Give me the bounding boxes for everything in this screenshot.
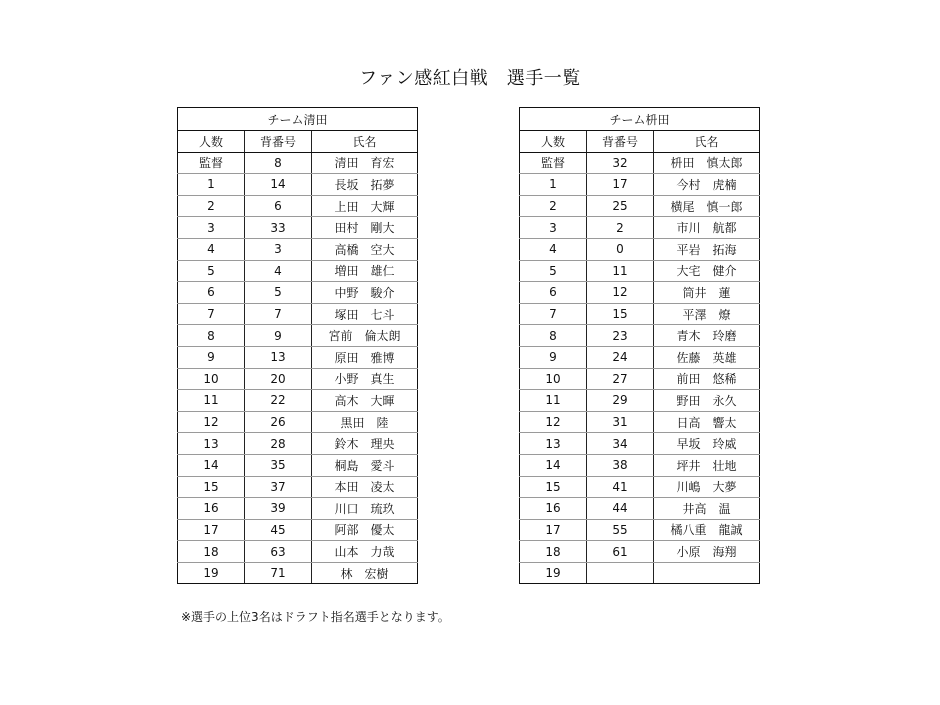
cell-number: 18 — [178, 541, 245, 563]
table-row — [178, 498, 418, 520]
cell-jersey: 5 — [245, 282, 312, 304]
table-row — [520, 174, 760, 196]
cell-jersey — [587, 562, 654, 584]
table-row — [178, 562, 418, 584]
cell-player-name: 早坂 玲威 — [654, 433, 760, 455]
table-row — [520, 541, 760, 563]
cell-player-name: 本田 凌太 — [312, 476, 418, 498]
cell-jersey: 32 — [587, 152, 654, 174]
cell-jersey: 3 — [245, 238, 312, 260]
cell-number: 16 — [178, 498, 245, 520]
cell-player-name: 田村 剛大 — [312, 217, 418, 239]
cell-jersey: 27 — [587, 368, 654, 390]
cell-jersey: 31 — [587, 411, 654, 433]
cell-jersey: 14 — [245, 174, 312, 196]
cell-jersey: 4 — [245, 260, 312, 282]
table-row — [178, 282, 418, 304]
cell-number: 11 — [520, 390, 587, 412]
cell-jersey: 55 — [587, 519, 654, 541]
cell-jersey: 35 — [245, 454, 312, 476]
cell-number: 3 — [520, 217, 587, 239]
cell-number: 6 — [178, 282, 245, 304]
cell-number: 3 — [178, 217, 245, 239]
cell-number: 17 — [178, 519, 245, 541]
team-name: チーム枡田 — [520, 108, 760, 131]
cell-number: 15 — [178, 476, 245, 498]
cell-jersey: 8 — [245, 152, 312, 174]
cell-player-name: 枡田 慎太郎 — [654, 152, 760, 174]
cell-number: 1 — [520, 174, 587, 196]
cell-jersey: 44 — [587, 498, 654, 520]
table-row — [520, 152, 760, 174]
cell-number: 12 — [178, 411, 245, 433]
cell-player-name — [654, 562, 760, 584]
column-header-name: 氏名 — [312, 131, 418, 153]
cell-jersey: 25 — [587, 195, 654, 217]
cell-number: 19 — [178, 562, 245, 584]
cell-jersey: 71 — [245, 562, 312, 584]
table-row — [520, 411, 760, 433]
cell-number: 12 — [520, 411, 587, 433]
cell-jersey: 23 — [587, 325, 654, 347]
column-header-number: 人数 — [520, 131, 587, 153]
cell-player-name: 高木 大暉 — [312, 390, 418, 412]
table-row — [178, 346, 418, 368]
table-row — [178, 476, 418, 498]
cell-jersey: 61 — [587, 541, 654, 563]
cell-number: 18 — [520, 541, 587, 563]
cell-number: 5 — [520, 260, 587, 282]
cell-player-name: 平岩 拓海 — [654, 238, 760, 260]
table-row — [520, 325, 760, 347]
cell-number: 2 — [520, 195, 587, 217]
table-row — [178, 217, 418, 239]
cell-number: 監督 — [520, 152, 587, 174]
cell-jersey: 41 — [587, 476, 654, 498]
table-row — [178, 541, 418, 563]
table-row — [520, 238, 760, 260]
column-header-name: 氏名 — [654, 131, 760, 153]
cell-jersey: 26 — [245, 411, 312, 433]
cell-number: 17 — [520, 519, 587, 541]
team-roster-body — [178, 152, 418, 584]
cell-player-name: 橘八重 龍誠 — [654, 519, 760, 541]
table-row — [520, 260, 760, 282]
cell-player-name: 佐藤 英雄 — [654, 346, 760, 368]
cell-jersey: 33 — [245, 217, 312, 239]
cell-player-name: 阿部 優太 — [312, 519, 418, 541]
cell-number: 11 — [178, 390, 245, 412]
cell-number: 15 — [520, 476, 587, 498]
cell-jersey: 37 — [245, 476, 312, 498]
cell-player-name: 日高 響太 — [654, 411, 760, 433]
cell-player-name: 今村 虎楠 — [654, 174, 760, 196]
table-row — [520, 476, 760, 498]
table-row — [178, 325, 418, 347]
cell-player-name: 大宅 健介 — [654, 260, 760, 282]
table-row — [178, 238, 418, 260]
cell-number: 監督 — [178, 152, 245, 174]
cell-number: 10 — [520, 368, 587, 390]
cell-number: 7 — [520, 303, 587, 325]
cell-player-name: 横尾 慎一郎 — [654, 195, 760, 217]
page-title: ファン感紅白戦 選手一覧 — [359, 68, 581, 89]
team-table-masuda — [519, 107, 760, 584]
cell-jersey: 29 — [587, 390, 654, 412]
cell-number: 14 — [178, 454, 245, 476]
cell-number: 1 — [178, 174, 245, 196]
cell-player-name: 筒井 蓮 — [654, 282, 760, 304]
cell-number: 13 — [178, 433, 245, 455]
cell-player-name: 平澤 燎 — [654, 303, 760, 325]
cell-player-name: 宮前 倫太朗 — [312, 325, 418, 347]
footnote: ※選手の上位3名はドラフト指名選手となります。 — [181, 610, 450, 624]
cell-number: 19 — [520, 562, 587, 584]
cell-player-name: 川嶋 大夢 — [654, 476, 760, 498]
table-row — [178, 433, 418, 455]
cell-number: 6 — [520, 282, 587, 304]
cell-jersey: 63 — [245, 541, 312, 563]
cell-number: 8 — [520, 325, 587, 347]
team-roster-body — [520, 152, 760, 584]
cell-player-name: 原田 雅博 — [312, 346, 418, 368]
cell-jersey: 2 — [587, 217, 654, 239]
cell-player-name: 山本 力哉 — [312, 541, 418, 563]
cell-number: 9 — [178, 346, 245, 368]
cell-player-name: 塚田 七斗 — [312, 303, 418, 325]
cell-number: 8 — [178, 325, 245, 347]
cell-number: 10 — [178, 368, 245, 390]
table-row — [520, 217, 760, 239]
table-row — [178, 303, 418, 325]
cell-jersey: 12 — [587, 282, 654, 304]
cell-jersey: 45 — [245, 519, 312, 541]
cell-player-name: 井高 温 — [654, 498, 760, 520]
cell-number: 14 — [520, 454, 587, 476]
table-row — [178, 260, 418, 282]
cell-player-name: 長坂 拓夢 — [312, 174, 418, 196]
cell-number: 9 — [520, 346, 587, 368]
cell-jersey: 13 — [245, 346, 312, 368]
cell-jersey: 34 — [587, 433, 654, 455]
cell-player-name: 小野 真生 — [312, 368, 418, 390]
cell-player-name: 上田 大輝 — [312, 195, 418, 217]
cell-number: 4 — [520, 238, 587, 260]
cell-number: 7 — [178, 303, 245, 325]
table-row — [178, 174, 418, 196]
table-row — [520, 390, 760, 412]
column-header-jersey: 背番号 — [245, 131, 312, 153]
table-row — [520, 368, 760, 390]
table-row — [178, 519, 418, 541]
cell-jersey: 28 — [245, 433, 312, 455]
table-row — [520, 562, 760, 584]
cell-player-name: 野田 永久 — [654, 390, 760, 412]
cell-player-name: 桐島 愛斗 — [312, 454, 418, 476]
cell-jersey: 24 — [587, 346, 654, 368]
table-row — [178, 390, 418, 412]
column-header-jersey: 背番号 — [587, 131, 654, 153]
cell-player-name: 増田 雄仁 — [312, 260, 418, 282]
cell-jersey: 15 — [587, 303, 654, 325]
table-row — [520, 498, 760, 520]
table-row — [520, 433, 760, 455]
cell-player-name: 川口 琉玖 — [312, 498, 418, 520]
table-row — [520, 303, 760, 325]
cell-player-name: 市川 航都 — [654, 217, 760, 239]
cell-jersey: 9 — [245, 325, 312, 347]
cell-number: 16 — [520, 498, 587, 520]
cell-player-name: 鈴木 理央 — [312, 433, 418, 455]
cell-jersey: 11 — [587, 260, 654, 282]
cell-player-name: 小原 海翔 — [654, 541, 760, 563]
cell-number: 2 — [178, 195, 245, 217]
cell-player-name: 青木 玲磨 — [654, 325, 760, 347]
cell-player-name: 林 宏樹 — [312, 562, 418, 584]
cell-player-name: 中野 駿介 — [312, 282, 418, 304]
cell-jersey: 20 — [245, 368, 312, 390]
column-header-number: 人数 — [178, 131, 245, 153]
cell-jersey: 38 — [587, 454, 654, 476]
cell-player-name: 黒田 陸 — [312, 411, 418, 433]
team-table-kiyota — [177, 107, 418, 584]
table-row — [178, 152, 418, 174]
cell-jersey: 22 — [245, 390, 312, 412]
table-row — [178, 195, 418, 217]
cell-jersey: 17 — [587, 174, 654, 196]
cell-number: 5 — [178, 260, 245, 282]
table-row — [520, 282, 760, 304]
table-row — [178, 454, 418, 476]
team-name: チーム清田 — [178, 108, 418, 131]
table-row — [178, 368, 418, 390]
table-row — [520, 346, 760, 368]
cell-number: 13 — [520, 433, 587, 455]
table-row — [520, 454, 760, 476]
cell-player-name: 坪井 壮地 — [654, 454, 760, 476]
cell-player-name: 清田 育宏 — [312, 152, 418, 174]
cell-jersey: 0 — [587, 238, 654, 260]
cell-player-name: 高橋 空大 — [312, 238, 418, 260]
cell-player-name: 前田 悠稀 — [654, 368, 760, 390]
cell-jersey: 39 — [245, 498, 312, 520]
table-row — [520, 519, 760, 541]
cell-number: 4 — [178, 238, 245, 260]
table-row — [520, 195, 760, 217]
cell-jersey: 6 — [245, 195, 312, 217]
cell-jersey: 7 — [245, 303, 312, 325]
table-row — [178, 411, 418, 433]
